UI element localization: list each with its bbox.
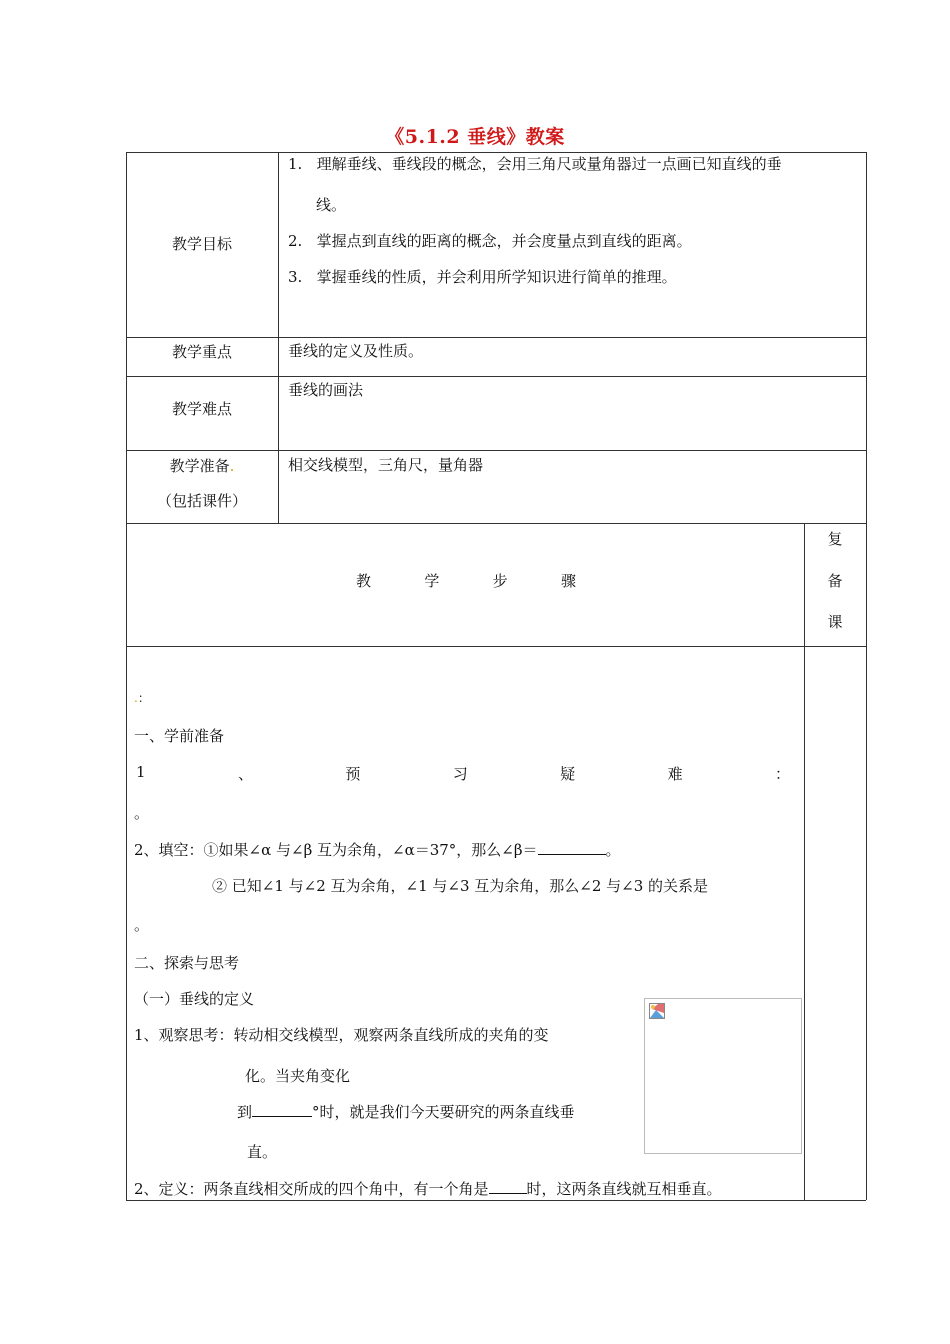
section-1-item-1: 1 、 预 习 疑 难 ： bbox=[136, 763, 790, 783]
side-label-2: 备 bbox=[827, 572, 843, 590]
table-border-top bbox=[126, 152, 866, 153]
label-column-divider bbox=[278, 152, 279, 523]
answer-blank bbox=[538, 840, 606, 855]
section-2-item-1-d: 直。 bbox=[247, 1143, 278, 1161]
difficult-label: 教学难点 bbox=[171, 400, 232, 418]
goals-label: 教学目标 bbox=[171, 235, 232, 253]
row-divider-1 bbox=[126, 337, 866, 338]
row-divider-4 bbox=[126, 523, 866, 524]
broken-image-icon bbox=[649, 1003, 665, 1019]
section-1-item-2b: ② 已知∠1 与∠2 互为余角，∠1 与∠3 互为余角，那么∠2 与∠3 的关系是 bbox=[212, 877, 709, 895]
page-title: 《5.1.2 垂线》教案 bbox=[385, 126, 565, 148]
section-2-item-1-b: 化。当夹角变化 bbox=[245, 1067, 351, 1085]
section-2-item-1-c: 到 °时，就是我们今天要研究的两条直线垂 bbox=[237, 1103, 575, 1121]
figure-image-placeholder bbox=[644, 998, 802, 1154]
goal-item-3: 3. 掌握垂线的性质，并会利用所学知识进行简单的推理。 bbox=[288, 268, 677, 286]
section-1-item-1-end: 。 bbox=[134, 804, 150, 822]
row-divider-5 bbox=[126, 646, 866, 647]
prep-text: 相交线模型，三角尺，量角器 bbox=[288, 456, 484, 474]
definition-blank bbox=[489, 1179, 527, 1194]
table-border-bottom bbox=[126, 1200, 866, 1201]
difficult-text: 垂线的画法 bbox=[288, 381, 364, 399]
angle-blank bbox=[252, 1102, 312, 1117]
section-2-item-1: 1、观察思考：转动相交线模型，观察两条直线所成的夹角的变 bbox=[134, 1026, 549, 1044]
key-label: 教学重点 bbox=[171, 343, 232, 361]
stray-colon: .： bbox=[134, 691, 150, 705]
table-border-left bbox=[126, 152, 127, 1200]
goal-item-2: 2. 掌握点到直线的距离的概念，并会度量点到直线的距离。 bbox=[288, 232, 692, 250]
section-2-subtitle: （一）垂线的定义 bbox=[134, 990, 255, 1008]
row-divider-3 bbox=[126, 450, 866, 451]
section-2-title: 二、探索与思考 bbox=[134, 954, 240, 972]
section-2-item-2: 2、定义：两条直线相交所成的四个角中，有一个角是 时，这两条直线就互相垂直。 bbox=[134, 1180, 722, 1198]
section-1-item-2b-end: 。 bbox=[134, 916, 150, 934]
section-1-title: 一、学前准备 bbox=[134, 727, 225, 745]
table-border-right bbox=[866, 152, 867, 1200]
side-label-1: 复 bbox=[827, 530, 843, 548]
goal-item-1: 1. 理解垂线、垂线段的概念，会用三角尺或量角器过一点画已知直线的垂 bbox=[288, 155, 782, 173]
steps-label: 教 学 步 骤 bbox=[356, 572, 576, 590]
prep-label: 教学准备. bbox=[169, 457, 235, 475]
prep-sublabel: （包括课件） bbox=[156, 492, 247, 510]
section-1-item-2a: 2、填空：①如果∠α 与∠β 互为余角，∠α＝37°，那么∠β＝ 。 bbox=[134, 841, 621, 859]
side-label-3: 课 bbox=[827, 613, 843, 631]
key-text: 垂线的定义及性质。 bbox=[288, 342, 424, 360]
goal-item-1-cont: 线。 bbox=[316, 196, 347, 214]
row-divider-2 bbox=[126, 376, 866, 377]
